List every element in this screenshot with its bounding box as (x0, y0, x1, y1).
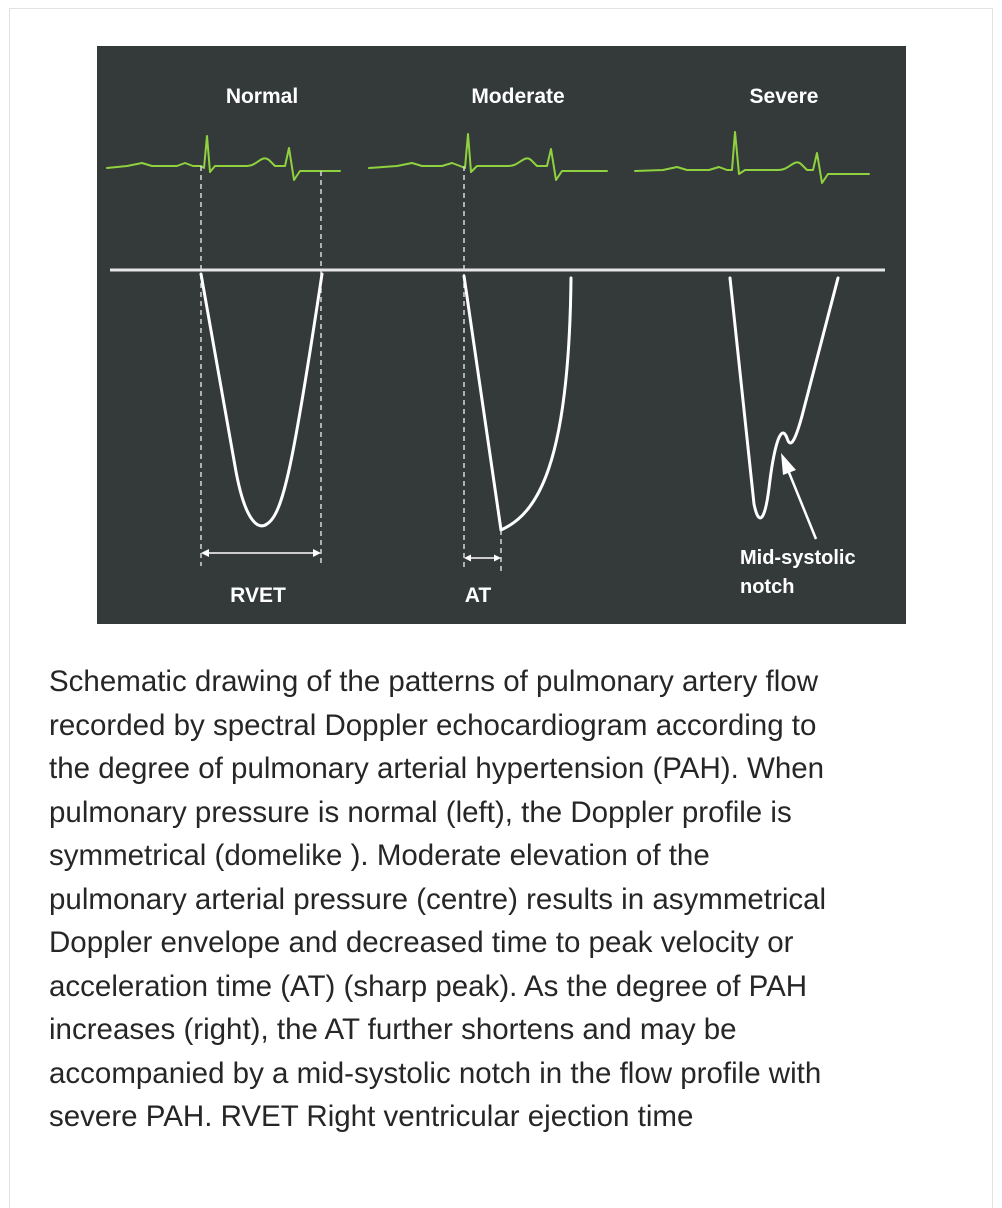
doppler-diagram (97, 46, 906, 624)
doppler-envelope-moderate (464, 276, 571, 530)
figure-caption (49, 660, 969, 1139)
caption-line: acceleration time (AT) (sharp peak). As the degree of PAH (49, 969, 808, 1003)
panel-title-normal: Normal (225, 85, 299, 108)
caption-line: the degree of pulmonary arterial hypertension (PAH). When (49, 752, 825, 785)
ecg-trace-normal (107, 136, 340, 180)
panel-title-severe: Severe (749, 85, 819, 108)
ecg-trace-severe (635, 132, 869, 183)
doppler-envelope-normal (201, 274, 322, 526)
caption-line: pulmonary pressure is normal (left), the Doppler profile is (49, 795, 792, 829)
at-measure (464, 555, 501, 562)
rvet-measure (201, 549, 321, 557)
at-label: AT (464, 584, 492, 607)
caption-line: Doppler envelope and decreased time to peak velocity or (49, 926, 794, 959)
notch-arrow (781, 453, 816, 539)
ecg-trace-moderate (369, 134, 607, 180)
doppler-envelope-severe (730, 278, 838, 518)
rvet-label: RVET (230, 584, 286, 607)
panel-title-moderate: Moderate (471, 85, 565, 108)
caption-line: accompanied by a mid-systolic notch in the flow profile with (49, 1056, 822, 1090)
caption-line: increases (right), the AT further shortens and may be (49, 1013, 737, 1046)
notch-label-line1: Mid-systolic (740, 547, 856, 569)
caption-line: symmetrical (domelike ). Moderate elevation of the (49, 839, 710, 872)
caption-line: pulmonary arterial pressure (centre) results in asymmetrical (49, 882, 827, 916)
caption-line: severe PAH. RVET Right ventricular ejection time (49, 1100, 694, 1133)
caption-line: recorded by spectral Doppler echocardiogram according to (49, 708, 817, 742)
notch-label-line2: notch (740, 576, 795, 598)
caption-line: Schematic drawing of the patterns of pulmonary artery flow (49, 665, 819, 698)
doppler-figure (97, 46, 906, 624)
